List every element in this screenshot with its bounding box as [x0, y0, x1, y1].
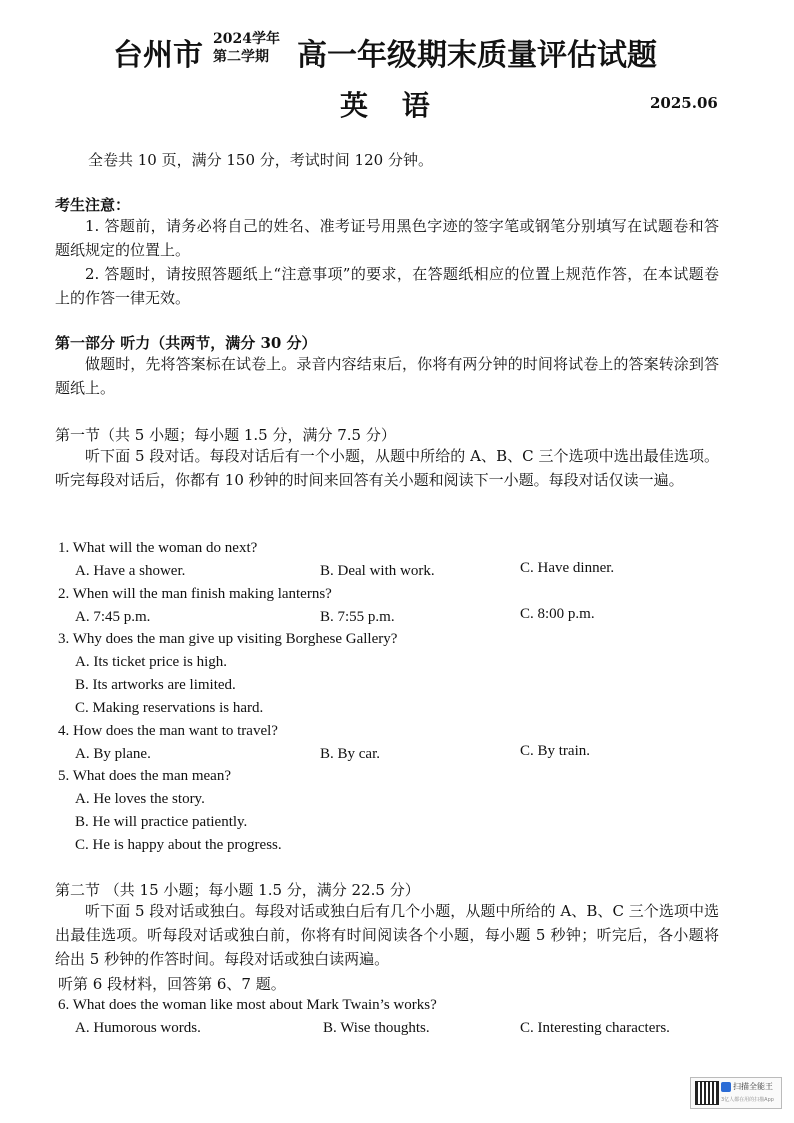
exam-date: 2025.06 [650, 94, 718, 112]
question-6-option-a: A. Humorous words. [75, 1020, 201, 1036]
question-6-stem: 6. What does the woman like most about Mark Twain’s works? [58, 997, 437, 1013]
notice-item-2: 2. 答题时，请按照答题纸上“注意事项”的要求，在答题纸相应的位置上规范作答，在本试题卷上的作答一律无效。 [55, 265, 719, 307]
section1-heading: 第一节（共 5 小题；每小题 1.5 分，满分 7.5 分） [55, 426, 396, 444]
exam-title: 高一年级期末质量评估试题 [297, 38, 657, 73]
question-1-option-c: C. Have dinner. [520, 560, 615, 576]
question-1-stem: 1. What will the woman do next? [58, 540, 258, 556]
section2-heading: 第二节 （共 15 小题；每小题 1.5 分，满分 22.5 分） [55, 881, 420, 899]
city-name: 台州市 [113, 38, 203, 73]
question-6-option-c: C. Interesting characters. [520, 1020, 670, 1036]
question-2-option-c: C. 8:00 p.m. [520, 606, 595, 622]
question-1-option-a: A. Have a shower. [75, 563, 186, 579]
scanner-watermark [690, 1077, 782, 1109]
question-4-option-a: A. By plane. [75, 746, 151, 762]
question-4-stem: 4. How does the man want to travel? [58, 723, 278, 739]
question-4-option-c: C. By train. [520, 743, 590, 759]
school-term [213, 30, 280, 66]
question-2-option-a: A. 7:45 p.m. [75, 609, 151, 625]
scanner-logo-icon [721, 1082, 731, 1092]
subject-title: 英 语 [340, 89, 442, 122]
exam-intro: 全卷共 10 页，满分 150 分，考试时间 120 分钟。 [88, 151, 433, 169]
question-5-option-b: B. He will practice patiently. [75, 814, 248, 830]
question-3-option-b: B. Its artworks are limited. [75, 677, 236, 693]
section1-instruction: 听下面 5 段对话。每段对话后有一个小题，从题中所给的 A、B、C 三个选项中选出最佳选项。听完每段对话后，你都有 10 秒钟的时间来回答有关小题和阅读下一小题。每段对话仅读一遍。 [55, 447, 719, 489]
school-year: 2024学年 [213, 31, 280, 47]
watermark-label: 扫描全能王 [733, 1082, 773, 1091]
watermark-subtext: 3亿人都在用的扫描App [721, 1097, 774, 1103]
question-2-stem: 2. When will the man finish making lanterns? [58, 586, 332, 602]
question-3-option-c: C. Making reservations is hard. [75, 700, 264, 716]
semester: 第二学期 [213, 49, 269, 65]
question-5-option-c: C. He is happy about the progress. [75, 837, 282, 853]
question-4-option-b: B. By car. [320, 746, 380, 762]
part1-instruction: 做题时，先将答案标在试卷上。录音内容结束后，你将有两分钟的时间将试卷上的答案转涂到答题纸上。 [55, 355, 719, 397]
question-5-stem: 5. What does the man mean? [58, 768, 231, 784]
part1-heading: 第一部分 听力（共两节，满分 30 分） [55, 334, 317, 352]
question-3-stem: 3. Why does the man give up visiting Borghese Gallery? [58, 631, 398, 647]
question-2-option-b: B. 7:55 p.m. [320, 609, 395, 625]
section2-instruction: 听下面 5 段对话或独白。每段对话或独白后有几个小题，从题中所给的 A、B、C 三个选项中选出最佳选项。听每段对话或独白前，你将有时间阅读各个小题，每小题 5 秒钟；听完后，各小题将给出 5 秒钟的作答时间。每段对话或独白读两遍。 [55, 902, 719, 968]
qr-code-icon [695, 1081, 719, 1105]
question-3-option-a: A. Its ticket price is high. [75, 654, 228, 670]
question-5-option-a: A. He loves the story. [75, 791, 205, 807]
section2-material: 听第 6 段材料，回答第 6、7 题。 [58, 975, 286, 993]
question-6-option-b: B. Wise thoughts. [323, 1020, 430, 1036]
question-1-option-b: B. Deal with work. [320, 563, 435, 579]
notice-heading: 考生注意： [55, 196, 131, 214]
notice-item-1: 1. 答题前，请务必将自己的姓名、准考证号用黑色字迹的签字笔或钢笔分别填写在试题卷和答题纸规定的位置上。 [55, 217, 719, 259]
